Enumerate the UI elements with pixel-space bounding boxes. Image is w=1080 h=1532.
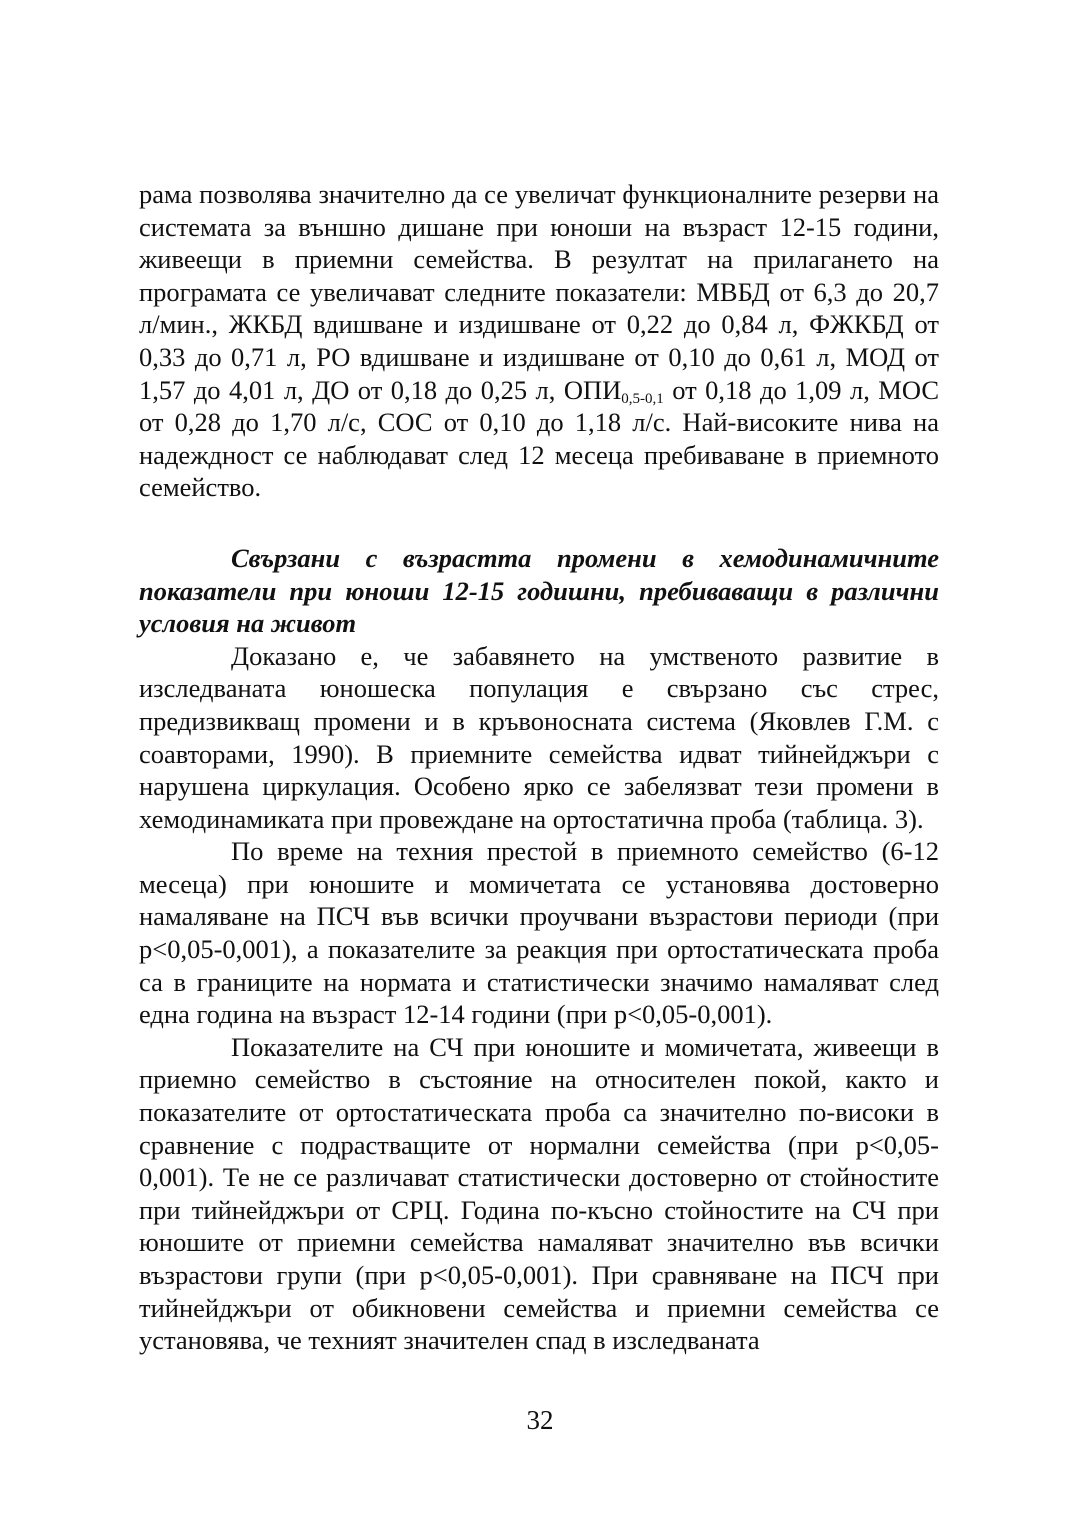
paragraph-comparison: Показателите на СЧ при юношите и момичетата, живеещи в приемно семейство в състояние на относителен покой, както и показателите от ортостатическата проба са значително по-високи в сравнение с подрастващите от нормални семейства (при p<0,05-0,001). Те не се различават статистически достоверно от стойностите при тийнейджъри от СРЦ. Година по-късно стойностите на СЧ при юношите от приемни семейства намаляват значително във всички възрастови групи (при p<0,05-0,001). При сравняване на ПСЧ при тийнейджъри от обикновени семейства и приемни семейства се установява, че техният значителен спад в изследваната bbox=[139, 1031, 939, 1356]
paragraph-heart-rate-decrease: По време на техния престой в приемното семейство (6-12 месеца) при юношите и момичетата се установява достоверно намаляване на ПСЧ във всички проучвани възрастови периоди (при p<0,05-0,001), а показателите за реакция при ортостатическата проба са в границите на нормата и статистически значимо намаляват след една година на възраст 12-14 години (при p<0,05-0,001). bbox=[139, 836, 939, 1030]
paragraph-text: от 0,18 до 1,09 л, МОС от 0,28 до 1,70 л/с, СОС от 0,10 до 1,18 л/с. Най-високите нива на надеждност се наблюдават след 12 месеца пребиваване в приемното семейство. bbox=[139, 374, 939, 503]
section-heading: Свързани с възрастта промени в хемодинамичните показатели при юноши 12-15 годишни, пребиваващи в различни условия на живот bbox=[139, 542, 939, 639]
paragraph-text: рама позволява значително да се увеличат функционалните резерви на системата за външно дишане при юноши на възраст 12-15 години, живеещи в приемни семейства. В резултат на прилагането на програмата се увеличават следните показатели: МВБД от 6,3 до 20,7 л/мин., ЖКБД вдишване и издишване от 0,22 до 0,84 л, ФЖКБД от 0,33 до 0,71 л, РО вдишване и издишване от 0,10 до 0,61 л, МОД от 1,57 до 4,01 л, ДО от 0,18 до 0,25 л, ОПИ bbox=[139, 179, 939, 405]
paragraph-stress-hemodynamics: Доказано е, че забавянето на умственото развитие в изследваната юношеска популация е свързано със стрес, предизвикващ промени и в кръвоносната система (Яковлев Г.М. с соавторами, 1990). В приемните семейства идват тийнейджъри с нарушена циркулация. Особено ярко се забелязват тези промени в хемодинамиката при провеждане на ортостатична проба (таблица. 3). bbox=[139, 640, 939, 834]
subscript-text: 0,5-0,1 bbox=[621, 390, 664, 407]
paragraph-respiratory-results bbox=[139, 178, 939, 504]
page-number: 32 bbox=[526, 1405, 554, 1435]
document-body bbox=[139, 178, 939, 1357]
